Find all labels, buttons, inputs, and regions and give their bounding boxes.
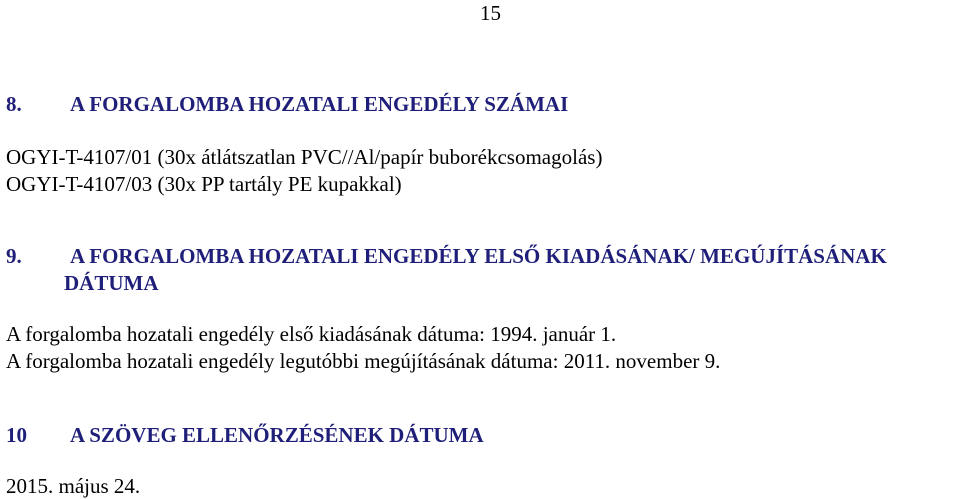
revision-date: 2015. május 24. [6, 474, 141, 498]
authorization-number-line: OGYI-T-4107/03 (30x PP tartály PE kupakkal) [6, 172, 402, 196]
section-9-title: A FORGALOMBA HOZATALI ENGEDÉLY ELSŐ KIADÁSÁNAK/ MEGÚJÍTÁSÁNAK [70, 244, 887, 268]
authorization-number-line: OGYI-T-4107/01 (30x átlátszatlan PVC//Al/papír buborékcsomagolás) [6, 145, 603, 169]
section-10-number: 10 [6, 423, 27, 447]
section-9-heading [6, 244, 887, 269]
section-8-heading [6, 92, 568, 117]
section-8-number: 8. [6, 92, 22, 116]
section-9-title-continued: DÁTUMA [64, 271, 159, 295]
page-number: 15 [480, 1, 501, 25]
section-9-number: 9. [6, 244, 22, 268]
first-authorization-date: A forgalomba hozatali engedély első kiadásának dátuma: 1994. január 1. [6, 322, 617, 346]
section-10-title: A SZÖVEG ELLENŐRZÉSÉNEK DÁTUMA [70, 423, 484, 447]
section-8-title: A FORGALOMBA HOZATALI ENGEDÉLY SZÁMAI [70, 92, 569, 116]
section-10-heading [6, 423, 484, 448]
renewal-date: A forgalomba hozatali engedély legutóbbi megújításának dátuma: 2011. november 9. [6, 349, 721, 373]
